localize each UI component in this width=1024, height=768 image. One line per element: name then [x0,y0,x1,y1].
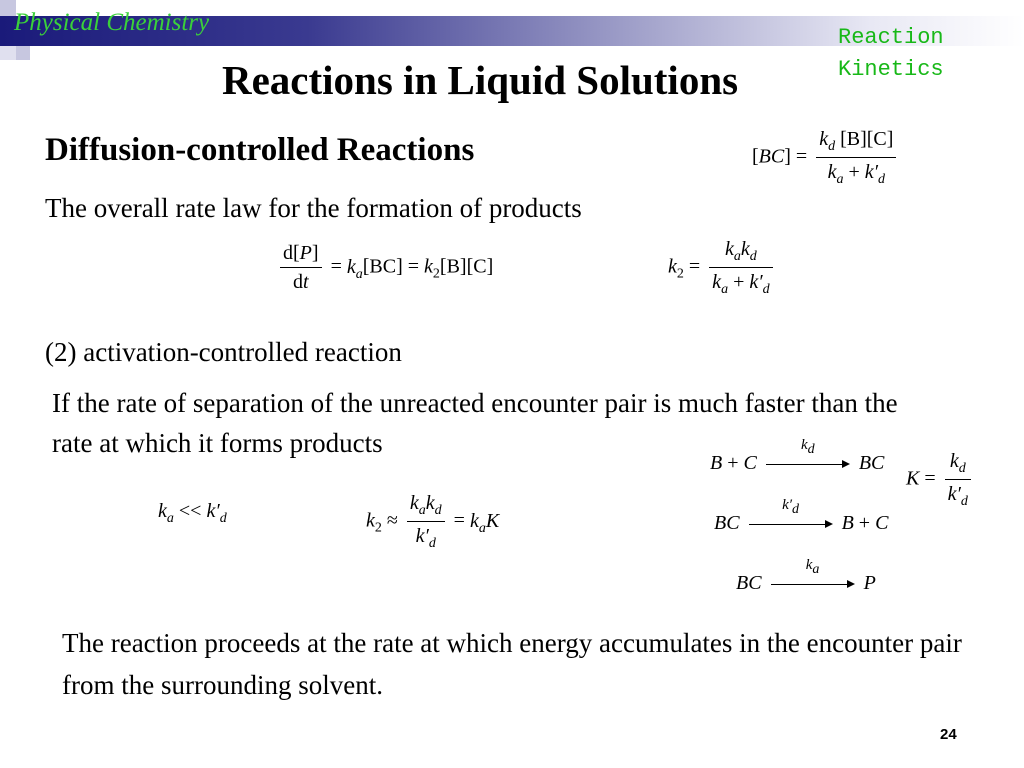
reaction-formation: B + C $k_d$ BC [710,437,885,474]
conclusion-text: The reaction proceeds at the rate at which energy accumulates in the encounter pair from the surrounding solvent. [62,628,962,700]
topic-label: Reaction Kinetics [838,25,944,82]
section-heading: Diffusion-controlled Reactions [45,132,475,168]
condition-inequality: $k_a << k'_d$ [158,500,227,526]
corner-decoration [0,46,16,60]
equation-k2-approx: $k_2$ ≈ $\frac{k_ak_d}{k'_d}$ = $k_aK$ [366,492,500,551]
rate-law-intro: The overall rate law for the formation of products [45,193,582,223]
slide-title: Reactions in Liquid Solutions [222,57,739,103]
equation-k2: $k_2$ = $\frac{k_ak_d}{k_a + k'_d}$ [668,238,777,298]
reaction-product: BC $k_a$ P [736,557,876,594]
equation-rate-law: $\frac{d[P]}{dt}$ = $k_a[BC] = k_2[B][C]$ [276,242,493,294]
course-title: Physical Chemistry [14,9,210,36]
equation-equilibrium-constant: K = $\frac{k_d}{k'_d}$ [906,450,975,510]
activation-heading: (2) activation-controlled reaction [45,337,402,367]
condition-text: If the rate of separation of the unreacted encounter pair is much faster than the rate at which it forms products [52,388,898,458]
equation-bc-steady-state: [BC] = $\frac{k_d [B][C]}{k_a + k'_d}$ [752,128,900,188]
page-number: 24 [940,726,957,743]
corner-decoration [16,46,30,60]
reaction-separation: BC $k'_d$ B + C [714,497,889,534]
